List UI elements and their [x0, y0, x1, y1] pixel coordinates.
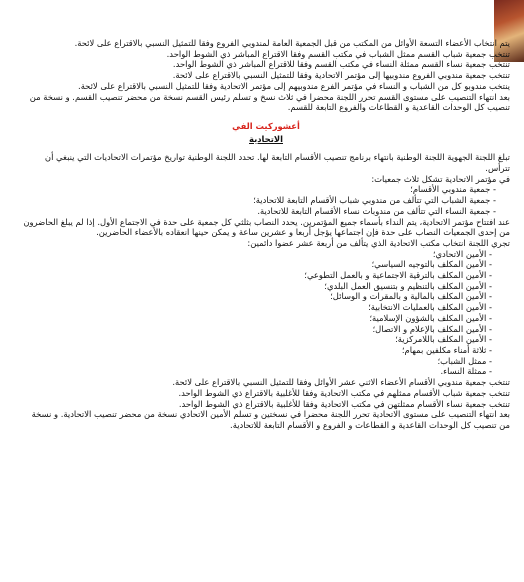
- assemblies-list: [22, 184, 510, 216]
- paragraph: ينتخب مندوبو كل من الشباب و النساء في مؤتمر الفرع مندوبيهم إلى مؤتمر الاتحادية وفقا للتمثيل النسبي بالاقتراع على لائحة.: [78, 80, 510, 91]
- paragraph: تنتخب جمعية نساء الأقسام ممثلتهن في مكتب الاتحادية وفقا للأغلبية بالاقتراع ذي الشوط الواحد.: [178, 398, 510, 409]
- list-item: - الأمين المكلف بالمالية و بالمقرات و الوسائل؛: [22, 291, 496, 302]
- paragraph: بعد انتهاء التنصيب على مستوى الاتحادية تحرر اللجنة محضرا في نسختين و تسلم الأمين الاتحادي نسخة من محضر تنصيب الاتحادية. و نسخة من تنصيب كل الوحدات القاعدية و القطاعات و الفروع و الأقسام التابعة للاتحادية.: [31, 409, 510, 430]
- list-item: - الأمين الاتحادي؛: [22, 249, 496, 260]
- paragraph: تنتخب جمعية مندوبي الفروع مندوبيها إلى مؤتمر الاتحادية وفقا للتمثيل النسبي بالاقتراع على لائحة.: [172, 70, 510, 81]
- list-item: - جمعية الشباب التي تتألف من مندوبي شباب الأقسام التابعة للاتحادية؛: [22, 195, 496, 206]
- paragraph: عند افتتاح مؤتمر الاتحادية، يتم النداء بأسماء جميع المؤتمرين. يحدد النصاب بثلثي كل جمعية على حدة في الاجتماع الأول. إذا لم يبلغ الحاضرون من إحدى الجمعيات النصاب على حدة فإن اجتماعها يؤجل أربعا و عشرين ساعة و يمكن حينها انعقاده بالأعضاء الحاضرين.: [23, 216, 510, 238]
- list-item: - ممثل الشباب؛: [22, 356, 496, 367]
- list-item: - جمعية مندوبي الأقسام؛: [22, 184, 496, 195]
- list-item: - الأمين المكلف باللامركزية؛: [22, 334, 496, 345]
- paragraph: تجري اللجنة انتخاب مكتب الاتحادية الذي يتألف من أربعة عشر عضوا دائمين:: [247, 237, 510, 248]
- document-page: [22, 38, 510, 576]
- section-one: [22, 38, 510, 113]
- list-item: - ممثلة النساء.: [22, 366, 496, 377]
- section-title: الاتحادية: [249, 133, 283, 144]
- list-item: - الأمين المكلف بالتنظيم و بتنسيق العمل البلدي؛: [22, 281, 496, 292]
- positions-list: [22, 249, 510, 377]
- paragraph: يتم انتخاب الأعضاء التسعة الأوائل من المكتب من قبل الجمعية العامة لمندوبي الفروع وفقا للتمثيل النسبي بالاقتراع على لائحة.: [74, 38, 510, 48]
- list-item: - ثلاثة أمناء مكلفين بمهام؛: [22, 345, 496, 356]
- paragraph: تنتخب جمعية شباب القسم ممثل الشباب في مكتب القسم وفقا الاقتراع المباشر ذي الشوط الواحد.: [166, 48, 510, 59]
- paragraph: تنتخب جمعية مندوبي الأقسام الأعضاء الاثني عشر الأوائل وفقا للتمثيل النسبي بالاقتراع على لائحة.: [172, 377, 510, 388]
- section-two: [22, 152, 510, 430]
- paragraph: تنتخب جمعية نساء القسم ممثلة النساء في مكتب القسم وفقا للاقتراع المباشر ذي الشوط الواحد.: [172, 59, 510, 70]
- site-label: أعشوركيت الفي: [232, 120, 300, 131]
- paragraph: في مؤتمر الاتحادية تشكل ثلاث جمعيات:: [371, 173, 510, 184]
- paragraph: تبلغ اللجنة الجهوية اللجنة الوطنية بانتهاء برنامج تنصيب الأقسام التابعة لها. تحدد اللجنة الوطنية تواريخ مؤتمرات الاتحاديات التي ينبغي أن تترأس.: [44, 152, 510, 174]
- list-item: - الأمين المكلف بالشؤون الإسلامية؛: [22, 313, 496, 324]
- list-item: - الأمين المكلف بالعمليات الانتخابية؛: [22, 302, 496, 313]
- list-item: - الأمين المكلف بالإعلام و الاتصال؛: [22, 324, 496, 335]
- paragraph: تنتخب جمعية شباب الأقسام ممثلهم في مكتب الاتحادية وفقا للأغلبية بالاقتراع ذي الشوط الواحد.: [178, 387, 510, 398]
- paragraph: بعد انتهاء التنصيب على مستوى القسم تحرر اللجنة محضرا في ثلاث نسخ و تسلم رئيس القسم نسخة من محضر تنصيب القسم. و نسخة من تنصيب كل الوحدات القاعدية و القطاعات والفروع التابعة للقسم.: [29, 91, 510, 113]
- list-item: - الأمين المكلف بالترقية الاجتماعية و بالعمل التطوعي؛: [22, 270, 496, 281]
- list-item: - الأمين المكلف بالتوجيه السياسي؛: [22, 259, 496, 270]
- list-item: - جمعية النساء التي تتألف من مندوبات نساء الأقسام التابعة للاتحادية.: [22, 206, 496, 217]
